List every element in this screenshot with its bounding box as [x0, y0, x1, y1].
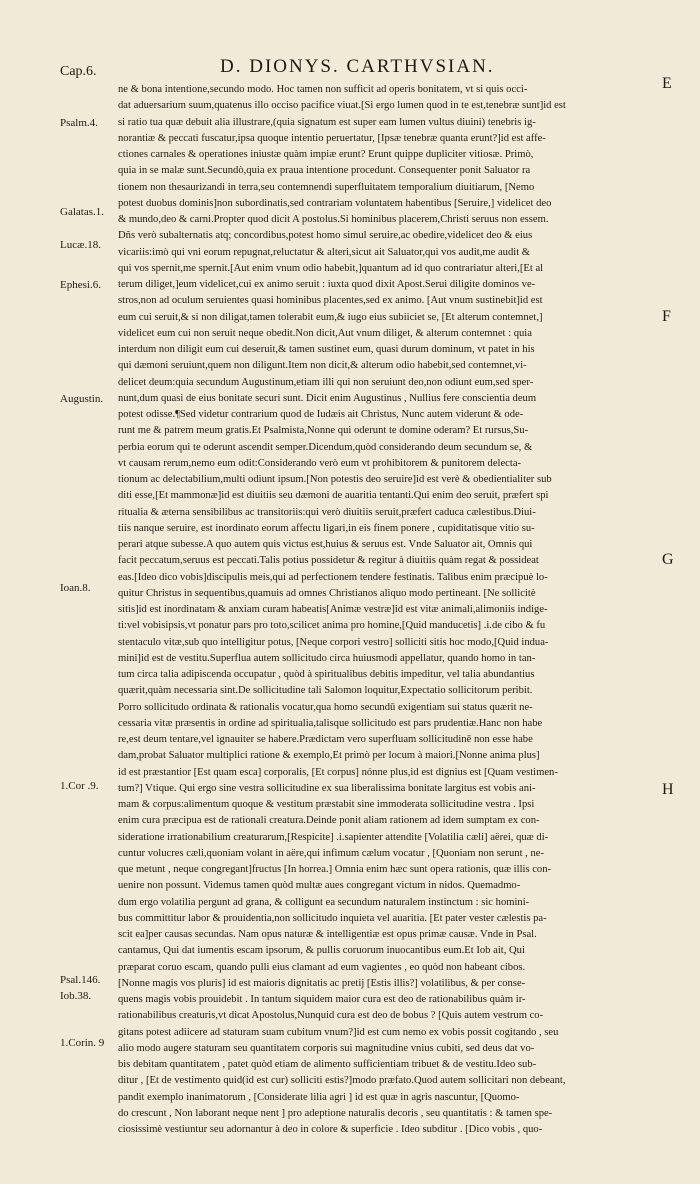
text-line: eum cui seruit,& si non diligat,tamen tolerabit eum,& iugo eius subiiciet se, [Et alterum contemnet,] [118, 311, 543, 323]
text-line: qui dæmoni seruiunt,quem non diligunt.Item non dicit,& alterum odio habebit,sed contemnet,vi- [118, 360, 527, 372]
text-line: nunt,dum quasi de eius bonitate securi sunt. Dicit enim Augustinus , Nullius fere conscientia deum [118, 392, 537, 404]
text-line: quitur Christus in sequentibus,quamuis ad omnes Christianos aliquo modo pertineant. [Ne sollicitè [118, 587, 536, 599]
text-line: cantamus, Qui dat iumentis escam ipsorum, & pullis coruorum inuocantibus eum.Et Iob ait, Qui [118, 945, 525, 957]
margin-note-1corin: 1.Corin. 9 [60, 1037, 105, 1049]
text-line: [Nonne magis vos pluris] id est maioris dignitatis ac pretij [Estis illis?] volatilibus, & per conse- [118, 977, 526, 989]
text-line: tionem non thesaurizandi in terra,seu contemnendi superfluitatem temporalium diuitiarum, [Nemo [118, 181, 535, 193]
text-line: quia in se malæ sunt.Secundò,quia ex praua intentione procedunt. Consequenter ponit Saluator ra [118, 165, 531, 177]
text-line: do crescunt , Non laborant neque nent ] pro adeptione naturalis decoris , seu quantitatis : & tamen spe- [118, 1107, 553, 1119]
text-line: vicariis:imò qui vni eorum repugnat,reluctatur & alteri,sicut ait Saluator,qui vos audit,me audit & [118, 246, 531, 258]
text-line: ciosissimè vestiuntur seu adornantur à deo in colore & superficie . Ideo subditur . [Dico vobis , quo- [118, 1124, 543, 1135]
text-line: gitans potest adiicere ad staturam suam cubitum vnum?]id est cum nemo ex vobis possit cogitando , seu [118, 1026, 559, 1038]
commentary-text [118, 82, 650, 1138]
margin-note-ioan: Ioan.8. [60, 582, 91, 594]
text-line: Dñs verò subalternatis atq; concordibus,potest homo simul seruire,ac obedire,videlicet deo & eius [118, 230, 533, 242]
text-line: Porro sollicitudo ordinata & rationalis vocatur,qua homo secundū exigentiam sui status quærit ne- [118, 701, 533, 713]
text-line: diti esse,[Et mammonæ]id est diuitiis seu dæmoni de auaritia tentanti.Qui enim deo seruit, præfert spi [118, 490, 549, 502]
margin-note-1cor: 1.Cor .9. [60, 780, 99, 792]
section-letter-h: H [662, 781, 674, 798]
text-line: quens magis vobis prouidebit . In tantum siquidem maior cura est deo de rationabilibus quàm ir- [118, 994, 526, 1005]
text-line: interdum non diligit eum cui deseruit,& tamen sustinet eum, quasi durum dominum, vt patet in his [118, 344, 535, 355]
chapter-label: Cap.6. [60, 64, 97, 79]
text-line: & mundo,deo & carni.Propter quod dicit A postolus.Si hominibus placerem,Christi seruus non essem. [118, 214, 549, 225]
margin-note-lucae: Lucæ.18. [60, 239, 101, 251]
text-line: mam & corpus:alimentum quoque & vestitum præstabit sine immoderata sollicitudine vestra . Ipsi [118, 799, 535, 810]
text-line: ne & bona intentione,secundo modo. Hoc tamen non sufficit ad operis bonitatem, vt si quis occi- [118, 84, 528, 95]
text-line: tiis nanque seruire, est inordinato eorum affectu ligari,in eis finem ponere , cupiditatisque vitio su- [118, 522, 535, 534]
text-line: potest duobus dominis]non subordinatis,sed contrariam voluntatem habentibus [Seruire,] videlicet deo [118, 197, 552, 209]
text-line: videlicet eum cui non seruit neque obedit.Non dicit,Aut vnum diliget, & alterum contemnet : quia [118, 327, 532, 339]
text-line: vt causam rerum,nemo eum odit:Considerando verò eum vt prohibitorem & punitorem delecta- [118, 457, 522, 469]
text-line: ti:vel vobisipsis,vt ponatur pars pro toto,scilicet anima pro homine,[Quid manducetis] .i.de cibo & fu [118, 620, 546, 632]
text-line: stentaculo vitæ,sub quo intelligitur potus, [Neque corpori vestro] solliciti sitis hoc modo,[Quid indua- [118, 636, 549, 648]
text-line: que metunt , neque congregant]fructus [In horrea.] Omnia enim hæc sunt opera rationis, quæ illis con- [118, 864, 552, 875]
running-title: D. DIONYS. CARTHVSIAN. [220, 56, 495, 77]
text-line: quærit,quàm necessaria sint.De sollicitudine tali Salomon loquitur,Expectatio sollicitorum peribit. [118, 685, 533, 697]
margin-note-augustin: Augustin. [60, 393, 104, 405]
text-line: perbia eorum qui te oderunt ascendit semper.Dicendum,quòd considerando deum secundum se, & [118, 441, 533, 453]
running-header [0, 52, 700, 82]
text-line: sitis]id est inordinatam & anxiam curam habeatis[Animæ vestræ]id est vitæ animali,alimoniis indige- [118, 604, 548, 615]
margin-note-galatas: Galatas.1. [60, 206, 104, 218]
margin-note-ephesi: Ephesi.6. [60, 279, 101, 291]
text-line: perari atque subesse.A quo autem quis victus est,huius & seruus est. Vnde Saluator ait, Omnis qui [118, 539, 533, 550]
text-line: rationabilibus creaturis,vt dicat Apostolus,Nunquid cura est deo de bobus ? [Quis autem vestrum co- [118, 1010, 544, 1022]
text-line: enim cura præcipua est de rationali creatura.Deinde ponit aliam rationem ad idem sumptam ex con- [118, 815, 540, 827]
margin-note-psalm: Psalm.4. [60, 117, 98, 129]
text-line: uenire non possunt. Videmus tamen quòd multæ aues congregant victum in nidos. Quemadmo- [118, 880, 521, 892]
text-line: dat aduersarium suum,quatenus illo occiso pacifice viuat.[Si ergo lumen quod in te est,tenebræ sunt]id est [118, 100, 566, 112]
text-line: ritualia & æterna sensibilibus ac transitoriis:qui verò diuitiis seruit,præfert caduca cælestibus.Diui- [118, 506, 536, 518]
text-line: stros,non ad oculum seruientes quasi hominibus placentes,sed ex animo. [Aut vnum sustinebit]id est [118, 295, 543, 307]
text-line: terum diliget,]eum videlicet,cui ex animo seruit : iuxta quod dixit Apost.Serui diligite dominos ve- [118, 279, 536, 290]
text-line: si ratio tua quæ debuit alia illustrare,(quia signatum est super eam lumen vultus diuini) tenebris ig- [118, 116, 536, 128]
text-line: præparat coruo escam, quando pulli eius clamant ad eum vagientes , eo quòd non habeant cibos. [118, 961, 526, 973]
text-line: sideratione irrationabilium creaturarum,[Respicite] .i.sapienter attendite [Volatilia cæli] aërei, quæ di- [118, 831, 549, 843]
text-line: pandit exemplo inanimatorum , [Considerate lilia agri ] id est quæ in agris nascuntur, [Quomo- [118, 1091, 520, 1103]
text-line: ditur , [Et de vestimento quid(id est cur) solliciti estis?]modo præfato.Quod autem sollicitari non debeant, [118, 1075, 566, 1087]
text-line: tionum ac delectabilium,multi odiunt ipsum.[Non potestis deo seruire]id est verè & obedientialiter sub [118, 474, 552, 485]
text-line: qui vos spernit,me spernit.[Aut enim vnum odio habebit,]quantum ad id quo contrariatur alteri,[Et al [118, 262, 544, 274]
text-line: eas.[Ideo dico vobis]discipulis meis,qui ad perfectionem tendere festinatis. Talibus enim præcipuè lo- [118, 571, 548, 583]
text-line: facit peccatum,seruus est peccati.Talis potius possidetur & regitur à diuitiis quàm regat & possideat [118, 555, 539, 567]
text-line: mini]id est de vestitu.Superflua autem sollicitudo circa huiusmodi appellatur, quando homo in tan- [118, 652, 536, 664]
text-line: bus committitur labor & prouidentia,non sollicitudo inquieta vel auaritia. [Et pater vester cælestis pa- [118, 912, 547, 924]
text-line: tum?] Vtique. Qui ergo sine vestra sollicitudine ex sua liberalissima bonitate largitus est vobis ani- [118, 782, 536, 794]
margin-note-psal146: Psal.146. [60, 974, 101, 986]
section-letter-e: E [662, 75, 672, 92]
text-line: id est præstantior [Est quam esca] corporalis, [Et corpus] nónne plus,id est dignius est [Quam vestimen- [118, 766, 558, 778]
text-line: norantiæ & peccati fuscatur,ipsa quoque intentio peruertatur, [Ipsæ tenebræ quanta erunt?]id est affe- [118, 132, 546, 144]
text-line: ctiones carnales & operationes iniustæ quàm impiæ erunt? Erunt quippe dupliciter vitiosæ. Primò, [118, 149, 534, 160]
section-letter-g: G [662, 551, 674, 568]
text-line: potest odisse.¶Sed videtur contrarium quod de Iudæis ait Christus, Nunc autem viderunt & ode- [118, 409, 524, 420]
text-line: cessaria vitæ præsentis in ordine ad spiritualia,talisque sollicitudo est pars prudentiæ.Hanc non habe [118, 717, 543, 729]
text-line: scit ea]per causas secundas. Nam opus naturæ & intelligentiæ est opus primæ causæ. Vnde in Psal. [118, 929, 537, 940]
text-line: alio modo augere staturam seu quantitatem corporis sui magnitudine vnius cubiti, sed deus dat vo- [118, 1042, 535, 1054]
text-line: tum circa talia adipiscenda occupatur , quòd à spiritualibus debitis impeditur, vel talia abundantius [118, 669, 535, 680]
text-line: delicet deum:quia secundum Augustinum,etiam illi qui non seruiunt deo,non odiunt eum,sed sper- [118, 376, 534, 388]
text-line: dum ergo volatilia pergunt ad grana, & colligunt ea secundum naturalem instinctum : sic homini- [118, 896, 530, 908]
margin-note-iob: Iob.38. [60, 990, 92, 1002]
text-line: runt me & patrem meum gratis.Et Psalmista,Nonne qui oderunt te domine oderam? Et rursus,Su- [118, 425, 529, 437]
text-line: re,est deum tentare,vel ignauiter se habere.Prædictam vero superfluam sollicitudinē non esse habe [118, 734, 533, 745]
section-letter-f: F [662, 308, 671, 325]
text-line: bis debitam quantitatem , patet quòd etiam de alimento sufficientiam tribuet & de vestitu.Ideo sub- [118, 1059, 537, 1070]
text-line: cuntur volucres cæli,quoniam volant in aëre,qui infimum cælum vocatur , [Quoniam non serunt , ne- [118, 847, 545, 859]
text-line: dam,probat Saluator multiplici ratione & exemplo,Et primò per locum à maiori.[Nonne anima plus] [118, 750, 540, 762]
